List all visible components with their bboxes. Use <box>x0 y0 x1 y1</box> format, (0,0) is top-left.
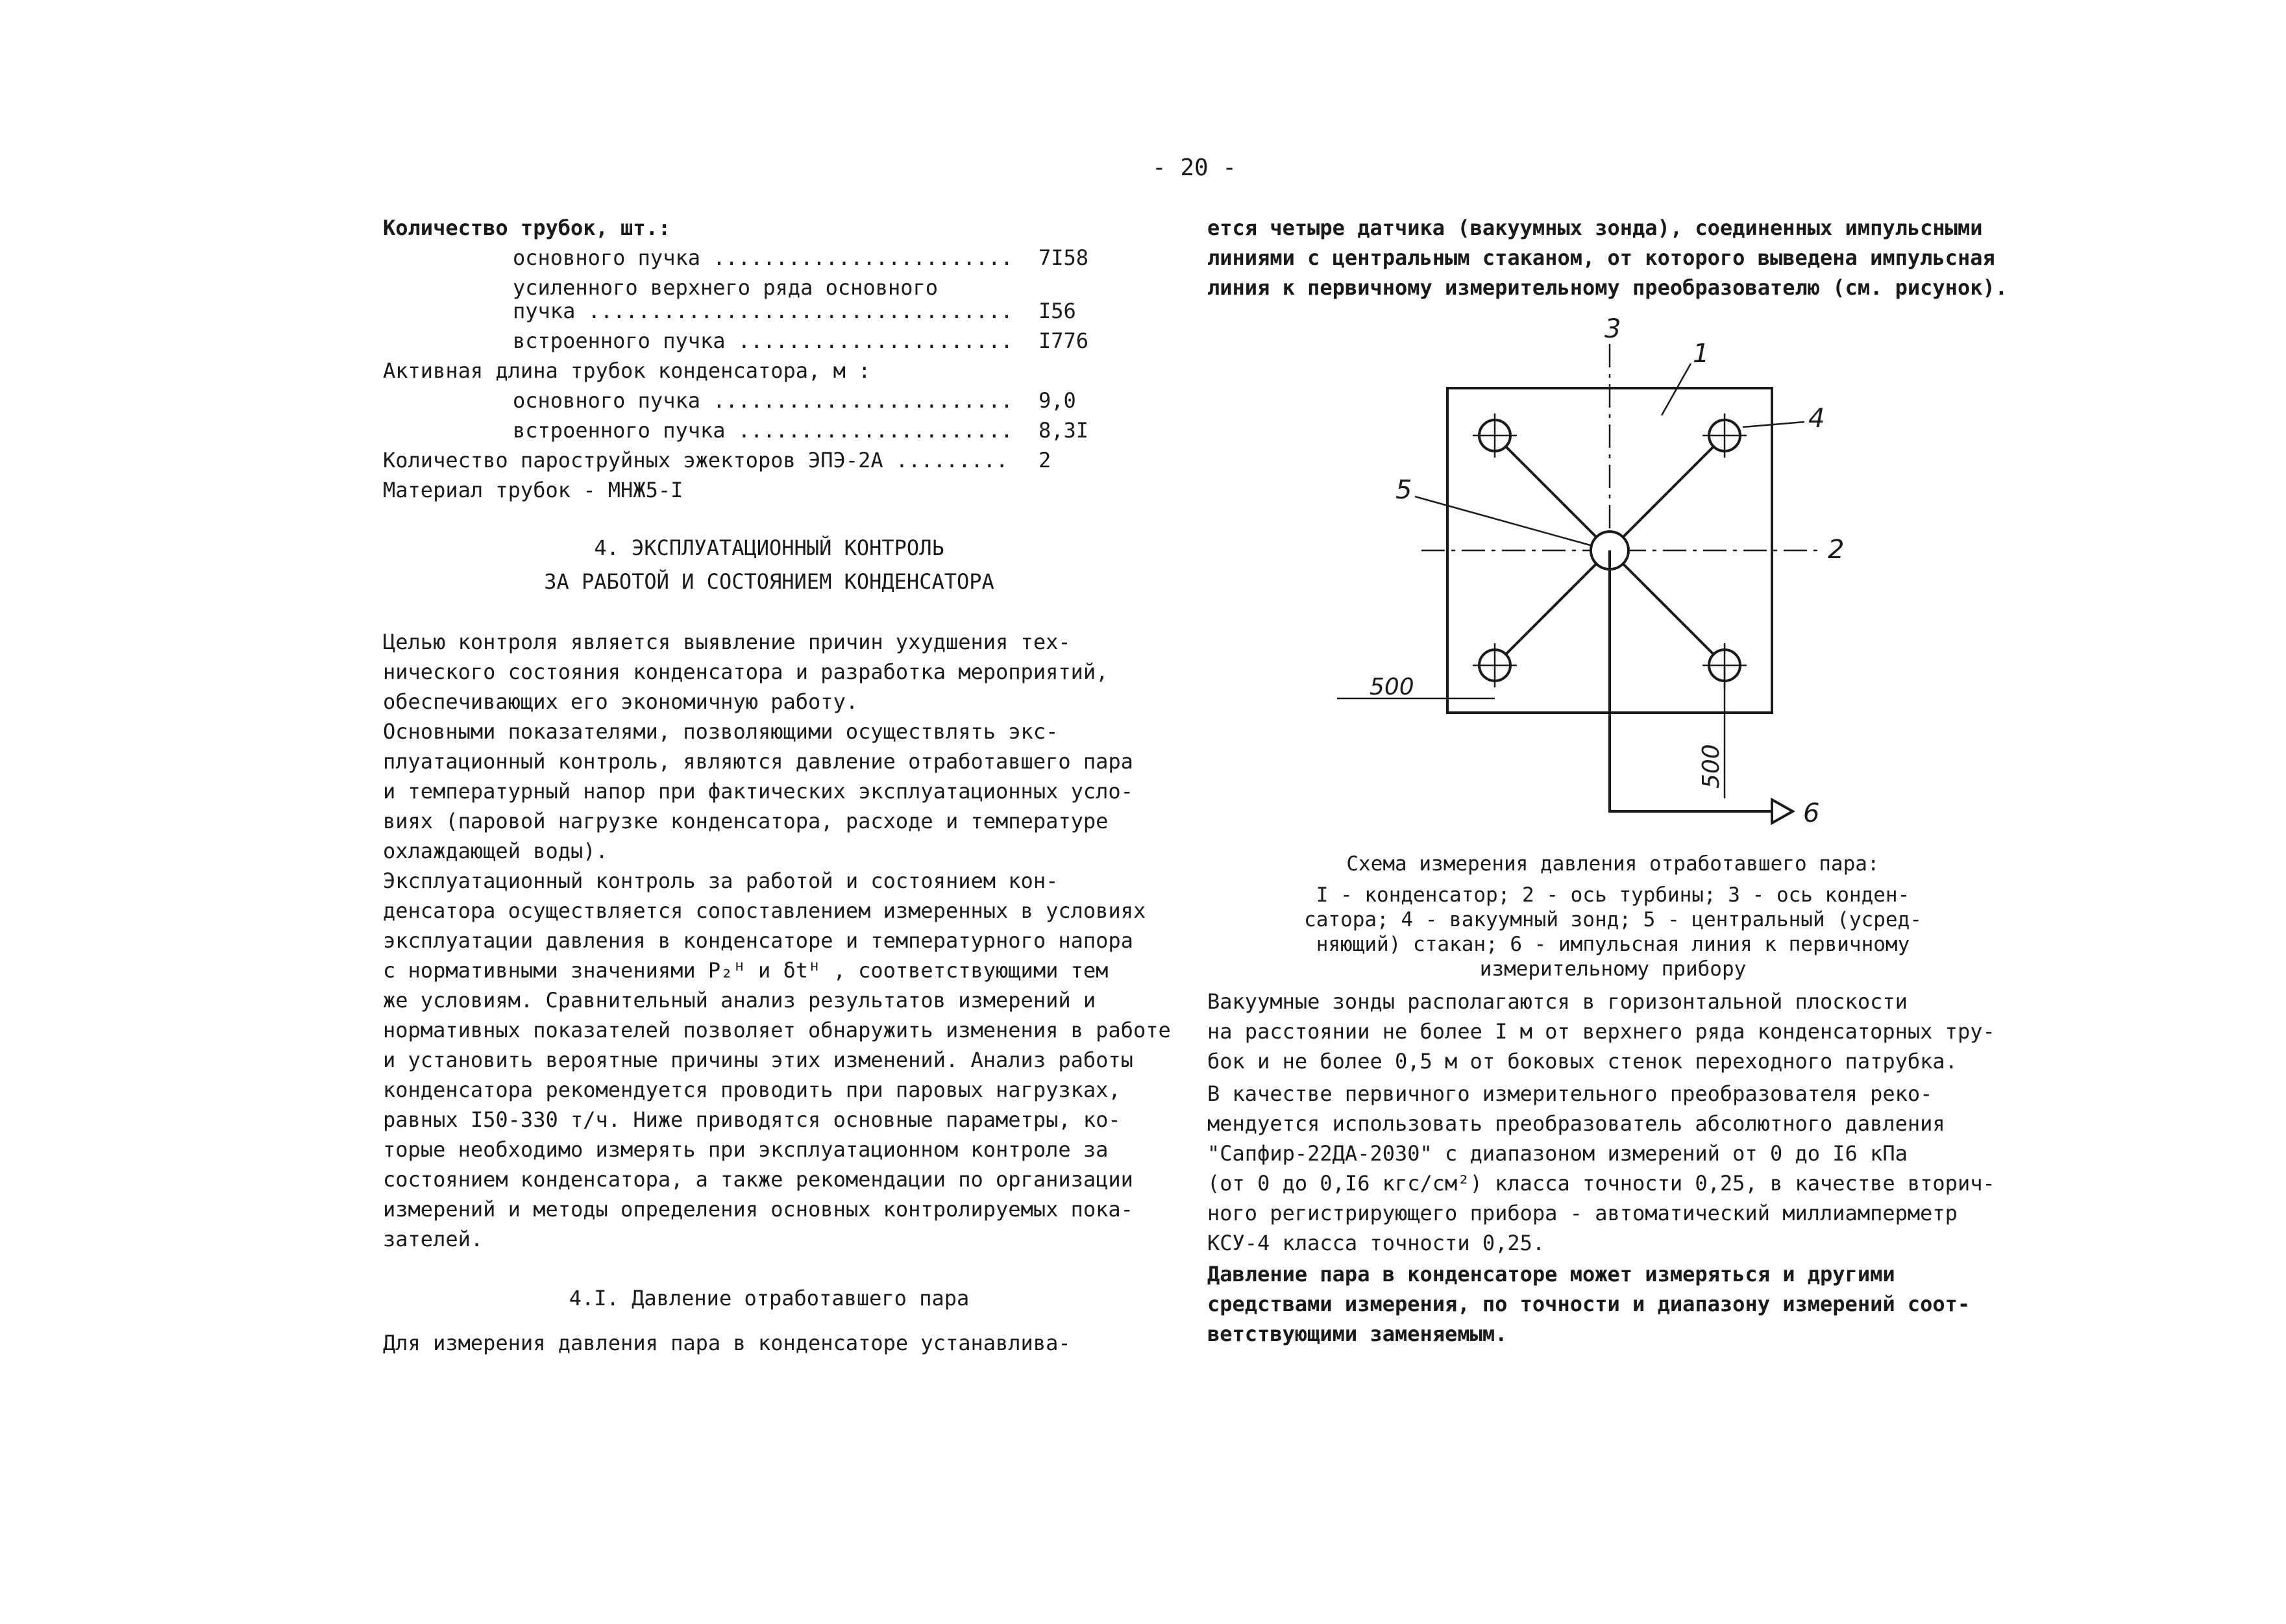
label-4: 4 <box>1808 404 1825 434</box>
spec-heading-tubes <box>383 213 1181 243</box>
pressure-measurement-diagram <box>1324 318 1895 837</box>
text-line: ется четыре датчика (вакуумных зонда), соединенных импульсными <box>1207 215 1983 240</box>
section-title-line2: ЗА РАБОТОЙ И СОСТОЯНИЕМ КОНДЕНСАТОРА <box>544 569 994 594</box>
caption-line: I - конденсатор; 2 - ось турбины; 3 - ось конден- <box>1316 883 1910 907</box>
caption-title: Схема измерения давления отработавшего пара: <box>1346 852 1880 876</box>
section-title-line1: 4. ЭКСПЛУАТАЦИОННЫЙ КОНТРОЛЬ <box>594 535 944 560</box>
spec-heading-length-text: Активная длина трубок конденсатора, м : <box>383 358 871 383</box>
paragraph-other-means <box>1207 1259 1986 1349</box>
text-line: охлаждающей воды). <box>383 839 608 863</box>
impulse-line <box>1495 561 1599 665</box>
text-line: конденсатора рекомендуется проводить при паровых нагрузках, <box>383 1077 1121 1102</box>
paragraph-purpose <box>383 627 1162 717</box>
paragraph-sensors <box>1207 213 2008 302</box>
spec-material: Материал трубок - МНЖ5-I <box>383 478 683 502</box>
text-line: равных I50-330 т/ч. Ниже приводятся основные параметры, ко- <box>383 1107 1121 1132</box>
spec-row <box>383 273 1181 300</box>
text-line: Эксплуатационный контроль за работой и состоянием кон- <box>383 868 1059 893</box>
spec-label: Количество пароструйных эжекторов ЭПЭ-2А ......... <box>383 448 1009 473</box>
text-line: на расстоянии не более I м от верхнего ряда конденсаторных тру- <box>1207 1019 1995 1044</box>
spec-label: встроенного пучка ...................... <box>513 328 1013 353</box>
paragraph-indicators <box>383 717 1162 866</box>
spec-value: 2 <box>1039 448 1051 473</box>
outlet-arrow <box>1772 800 1793 823</box>
spec-row <box>383 243 1181 273</box>
label-5: 5 <box>1395 475 1412 505</box>
text-line: (от 0 до 0,I6 кгс/см²) класса точности 0,25, в качестве вторич- <box>1207 1171 1995 1196</box>
spec-row <box>383 326 1181 356</box>
text-line: средствами измерения, по точности и диапазону измерений соот- <box>1207 1292 1971 1316</box>
caption-line: измерительному прибору <box>1479 957 1747 981</box>
label-2: 2 <box>1828 535 1845 565</box>
text-line: денсатора осуществляется сопоставлением измеренных в условиях <box>383 898 1146 923</box>
spec-value: 9,0 <box>1039 388 1076 413</box>
text-line: эксплуатации давления в конденсаторе и температурного напора <box>383 928 1133 953</box>
spec-row <box>383 386 1181 415</box>
spec-value: I56 <box>1039 299 1076 323</box>
text-line: виях (паровой нагрузке конденсатора, расходе и температуре <box>383 809 1109 833</box>
spec-heading-length <box>383 356 1181 386</box>
spec-label: усиленного верхнего ряда основного <box>513 275 939 300</box>
page-number: - 20 - <box>1152 154 1237 181</box>
impulse-line <box>1620 561 1725 665</box>
paragraph-measurement <box>383 1328 1162 1358</box>
text-line: Давление пара в конденсаторе может измеряться и другими <box>1207 1262 1895 1286</box>
text-line: мендуется использовать преобразователь абсолютного давления <box>1207 1111 1945 1136</box>
text-line: нормативных показателей позволяет обнаружить изменения в работе <box>383 1018 1171 1042</box>
text-line: измерений и методы определения основных контролируемых пока- <box>383 1197 1133 1222</box>
spec-row <box>383 475 1181 505</box>
text-line: плуатационный контроль, являются давление отработавшего пара <box>383 749 1133 774</box>
text-line: зателей. <box>383 1227 484 1251</box>
text-line: Вакуумные зонды располагаются в горизонтальной плоскости <box>1207 989 1908 1014</box>
impulse-line <box>1495 436 1599 540</box>
left-column <box>383 213 1181 1355</box>
spec-row <box>383 296 1181 326</box>
text-line: и установить вероятные причины этих изменений. Анализ работы <box>383 1048 1133 1072</box>
outlet-impulse-line <box>1610 550 1772 811</box>
text-line: обеспечивающих его экономичную работу. <box>383 689 859 714</box>
text-line: "Сапфир-22ДА-2030" с диапазоном измерений от 0 до I6 кПа <box>1207 1141 1908 1166</box>
paragraph-probe-placement <box>1207 987 1995 1076</box>
text-line: ного регистрирующего прибора - автоматический миллиамперметр <box>1207 1201 1958 1225</box>
text-line: бок и не более 0,5 м от боковых стенок переходного патрубка. <box>1207 1049 1958 1074</box>
text-line: торые необходимо измерять при эксплуатационном контроле за <box>383 1137 1109 1162</box>
label-1: 1 <box>1693 339 1710 369</box>
spec-value: I776 <box>1039 328 1089 353</box>
caption-line: сатора; 4 - вакуумный зонд; 5 - центральный (усред- <box>1304 908 1922 931</box>
text-line: Для измерения давления пара в конденсаторе устанавлива- <box>383 1331 1071 1355</box>
spec-row <box>383 415 1181 445</box>
text-line: ветствующими заменяемым. <box>1207 1322 1508 1346</box>
spec-heading-tubes-text: Количество трубок, шт.: <box>383 215 671 240</box>
spec-value: 7I58 <box>1039 245 1089 270</box>
paragraph-control <box>383 866 1171 1254</box>
spec-label: встроенного пучка ...................... <box>513 418 1013 443</box>
text-line: же условиям. Сравнительный анализ результатов измерений и <box>383 988 1096 1013</box>
leader-line-4 <box>1743 422 1804 427</box>
impulse-line <box>1620 436 1725 540</box>
text-line: с нормативными значениями P₂ᴴ и δtᴴ , соответствующими тем <box>383 958 1109 983</box>
subsection-title: 4.I. Давление отработавшего пара <box>569 1286 970 1310</box>
label-3: 3 <box>1604 318 1621 344</box>
text-line: Основными показателями, позволяющими осуществлять экс- <box>383 719 1059 744</box>
text-line: В качестве первичного измерительного преобразователя реко- <box>1207 1081 1933 1106</box>
spec-row <box>383 445 1181 475</box>
text-line: КСУ-4 класса точности 0,25. <box>1207 1231 1545 1255</box>
label-6: 6 <box>1803 798 1820 828</box>
caption-line: няющий) стакан; 6 - импульсная линия к первичному <box>1316 933 1910 956</box>
figure-caption <box>1207 852 2019 981</box>
text-line: и температурный напор при фактических эксплуатационных усло- <box>383 779 1133 804</box>
spec-value: 8,3I <box>1039 418 1089 443</box>
text-line: состоянием конденсатора, а также рекомендации по организации <box>383 1167 1133 1192</box>
paragraph-transducer <box>1207 1079 1995 1258</box>
spec-label: пучка .................................. <box>513 299 1013 323</box>
spec-label: основного пучка ........................ <box>513 245 1013 270</box>
text-line: нического состояния конденсатора и разработка мероприятий, <box>383 659 1109 684</box>
text-line: Целью контроля является выявление причин ухудшения тех- <box>383 630 1071 654</box>
text-line: линиями с центральным стаканом, от которого выведена импульсная <box>1207 245 1995 270</box>
spec-label: основного пучка ........................ <box>513 388 1013 413</box>
text-line: линия к первичному измерительному преобразователю (см. рисунок). <box>1207 275 2008 300</box>
dimension-label-h: 500 <box>1370 674 1414 700</box>
dimension-label-v: 500 <box>1698 744 1725 789</box>
